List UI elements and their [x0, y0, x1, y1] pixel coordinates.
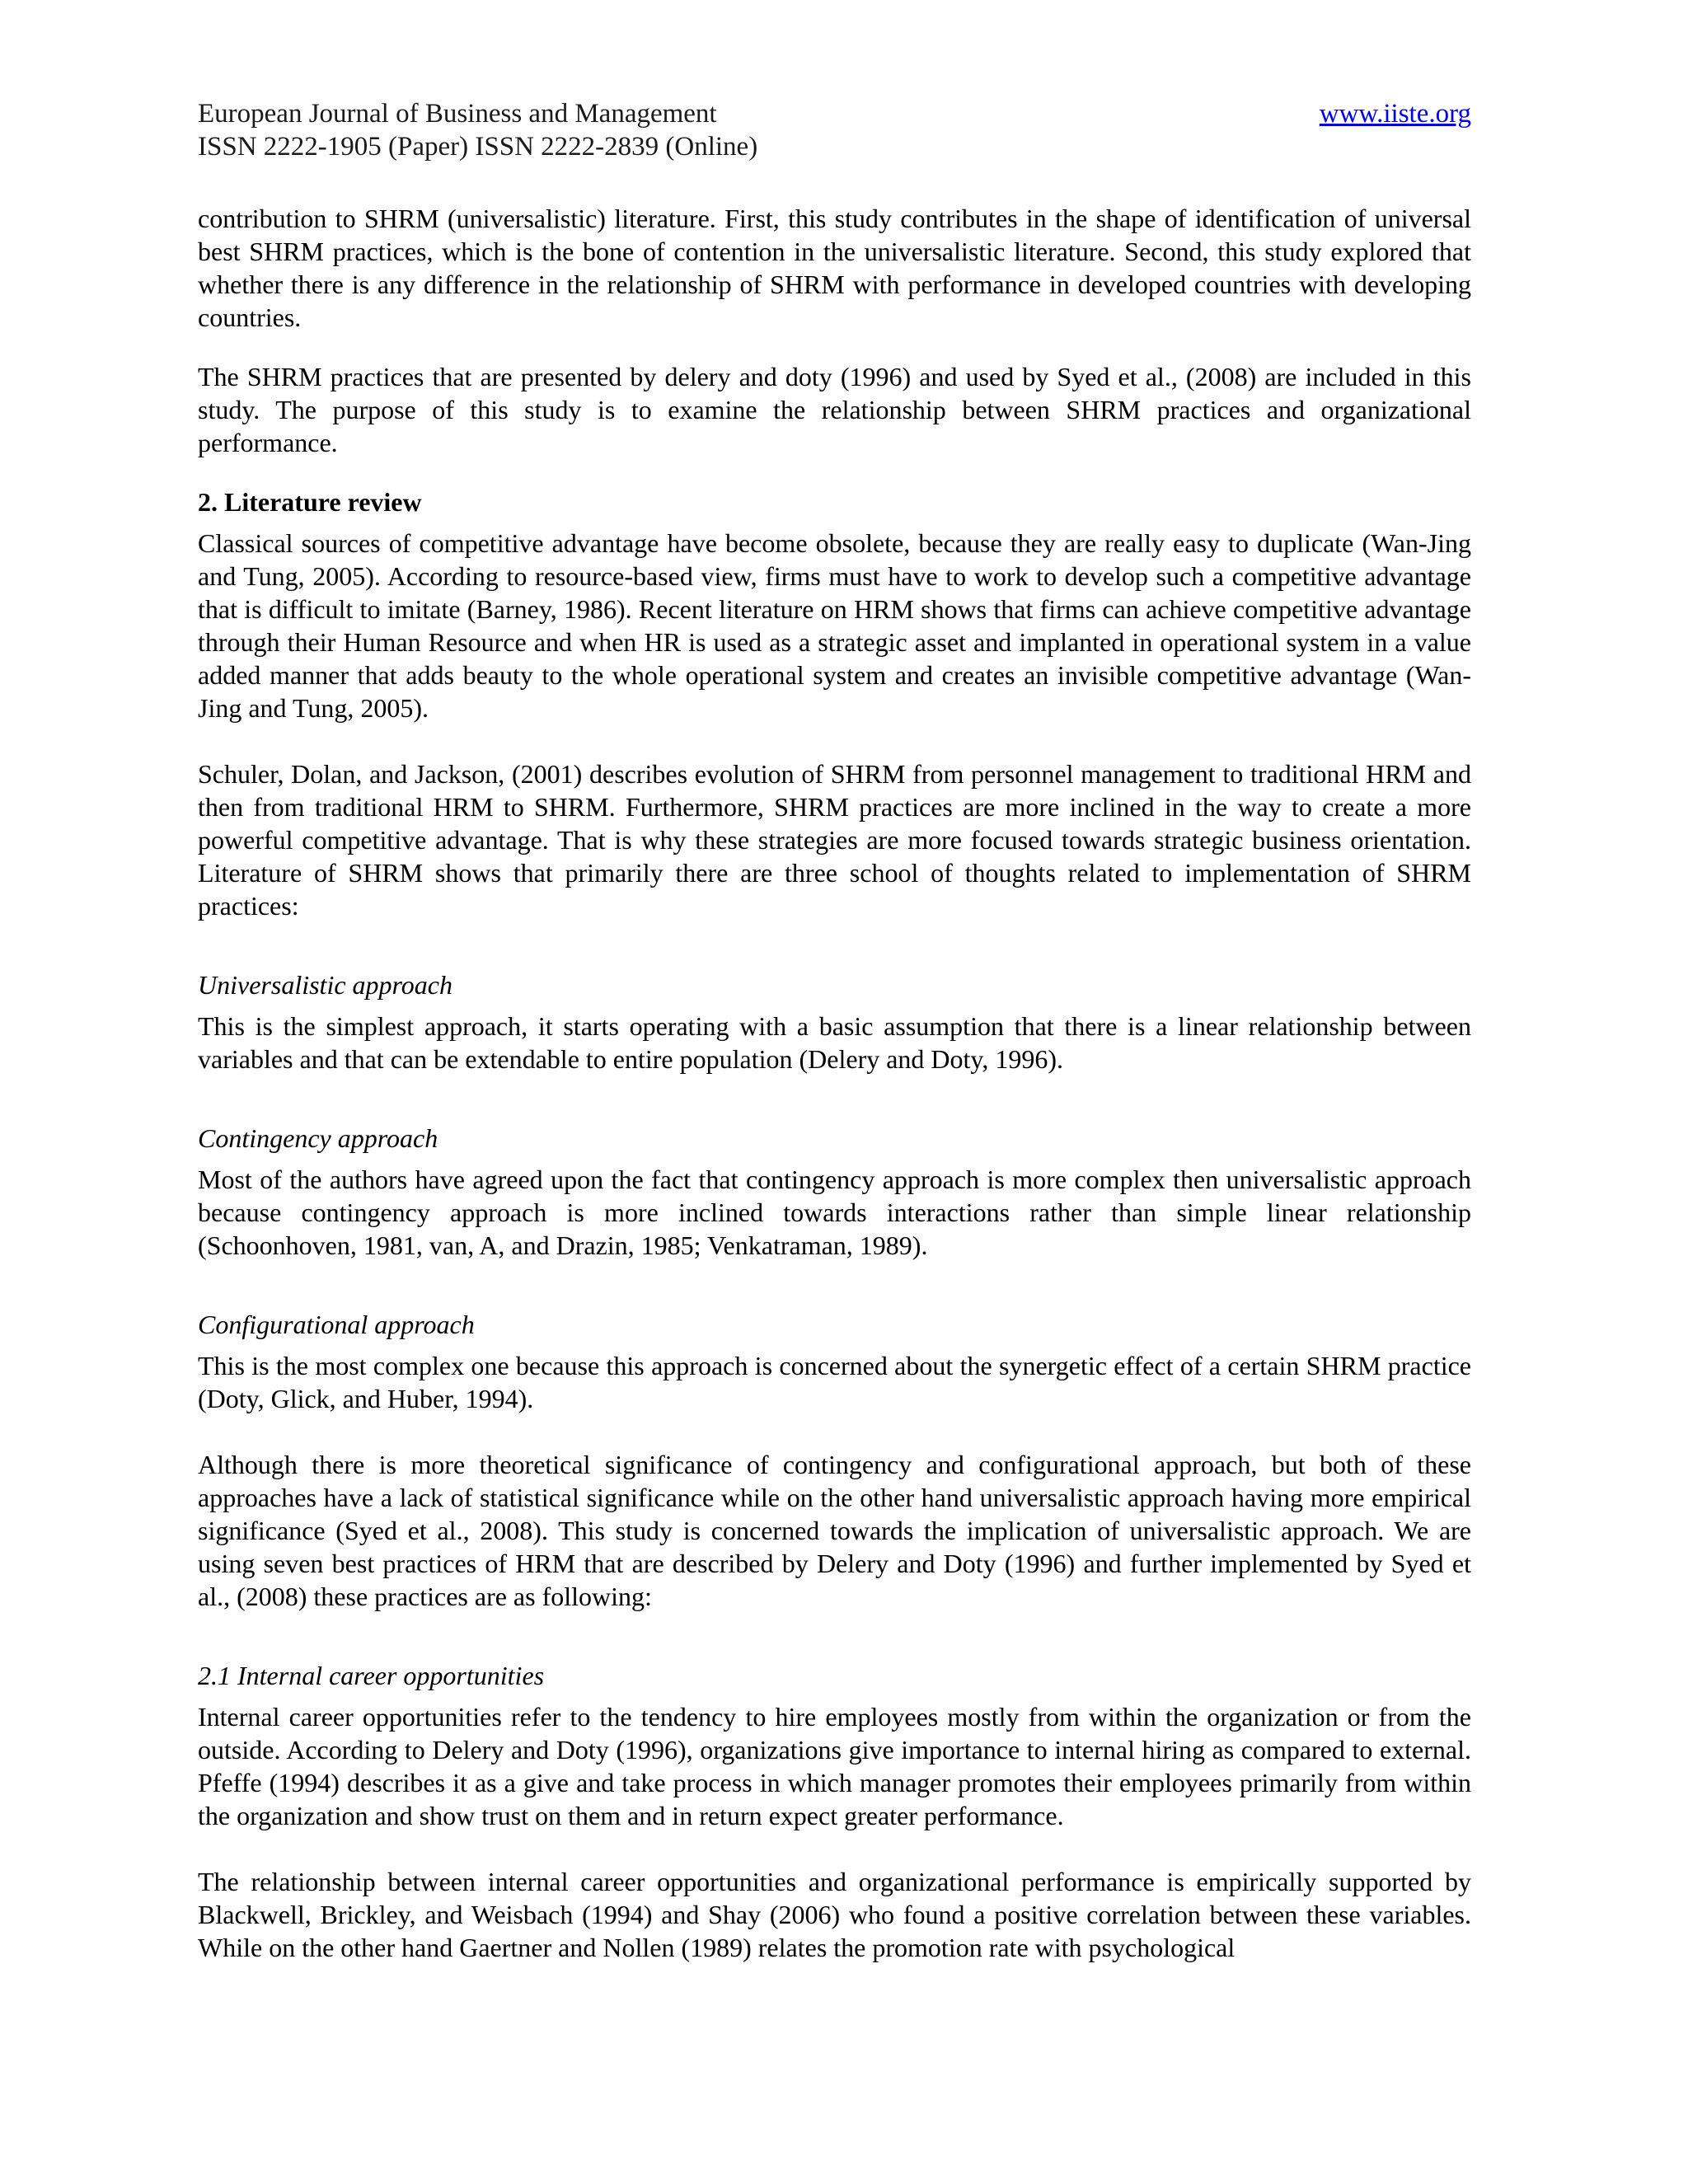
section-heading-literature-review: 2. Literature review [198, 487, 422, 517]
paragraph-shrm-practices: The SHRM practices that are presented by delery and doty (1996) and used by Syed et al., (2008) are included in this study. The purpose of this study is to examine the relationship between SHRM practices and organizational performance. [198, 362, 1471, 457]
subheading-contingency: Contingency approach [198, 1123, 438, 1153]
paragraph-evolution-shrm: Schuler, Dolan, and Jackson, (2001) describes evolution of SHRM from personnel management to traditional HRM and then from traditional HRM to SHRM. Furthermore, SHRM practices are more inclined in the way to create a more powerful competitive advantage. That is why these strategies are more focused towards strategic business orientation. Literature of SHRM shows that primarily there are three school of thoughts related to implementation of SHRM practices: [198, 759, 1471, 921]
page-header [198, 97, 1471, 163]
article-body [198, 202, 1471, 1964]
paragraph-contingency: Most of the authors have agreed upon the fact that contingency approach is more complex then universalistic approach because contingency approach is more inclined towards interactions rather than simple linear relationship (Schoonhoven, 1981, van, A, and Drazin, 1985; Venkatraman, 1989). [198, 1165, 1471, 1260]
subheading-internal-career: 2.1 Internal career opportunities [198, 1661, 545, 1690]
issn-line: ISSN 2222-1905 (Paper) ISSN 2222-2839 (Online) [198, 132, 758, 162]
paragraph-competitive-advantage: Classical sources of competitive advantage have become obsolete, because they are really easy to duplicate (Wan-Jing and Tung, 2005). According to resource-based view, firms must have to work to develop such a competitive advantage that is difficult to imitate (Barney, 1986). Recent literature on HRM shows that firms can achieve competitive advantage through their Human Resource and when HR is used as a strategic asset and implanted in operational system in a value added manner that adds beauty to the whole operational system and creates an invisible competitive advantage (Wan-Jing and Tung, 2005). [198, 528, 1471, 723]
paragraph-significance: Although there is more theoretical significance of contingency and configurational approach, but both of these approaches have a lack of statistical significance while on the other hand universalistic approach having more empirical significance (Syed et al., 2008). This study is concerned towards the implication of universalistic approach. We are using seven best practices of HRM that are described by Delery and Doty (1996) and further implemented by Syed et al., (2008) these practices are as following: [198, 1450, 1471, 1611]
website-link[interactable]: www.iiste.org [1319, 99, 1471, 129]
subheading-universalistic: Universalistic approach [198, 970, 452, 1000]
paragraph-universalistic: This is the simplest approach, it starts operating with a basic assumption that there is a linear relationship between variables and that can be extendable to entire population (Delery and Doty, 1996). [198, 1011, 1471, 1074]
paragraph-career-performance: The relationship between internal career opportunities and organizational performance is empirically supported by Blackwell, Brickley, and Weisbach (1994) and Shay (2006) who found a positive correlation between these variables. While on the other hand Gaertner and Nollen (1989) relates the promotion rate with psychological [198, 1867, 1471, 1962]
paragraph-contribution: contribution to SHRM (universalistic) literature. First, this study contributes in the shape of identification of universal best SHRM practices, which is the bone of contention in the universalistic literature. Second, this study explored that whether there is any difference in the relationship of SHRM with performance in developed countries with developing countries. [198, 204, 1471, 332]
paragraph-configurational: This is the most complex one because this approach is concerned about the synergetic effect of a certain SHRM practice (Doty, Glick, and Huber, 1994). [198, 1351, 1471, 1413]
subheading-configurational: Configurational approach [198, 1310, 475, 1339]
paragraph-internal-career: Internal career opportunities refer to the tendency to hire employees mostly from within the organization or from the outside. According to Delery and Doty (1996), organizations give importance to internal hiring as compared to external. Pfeffe (1994) describes it as a give and take process in which manager promotes their employees primarily from within the organization and show trust on them and in return expect greater performance. [198, 1702, 1471, 1830]
journal-title: European Journal of Business and Management [198, 99, 717, 129]
